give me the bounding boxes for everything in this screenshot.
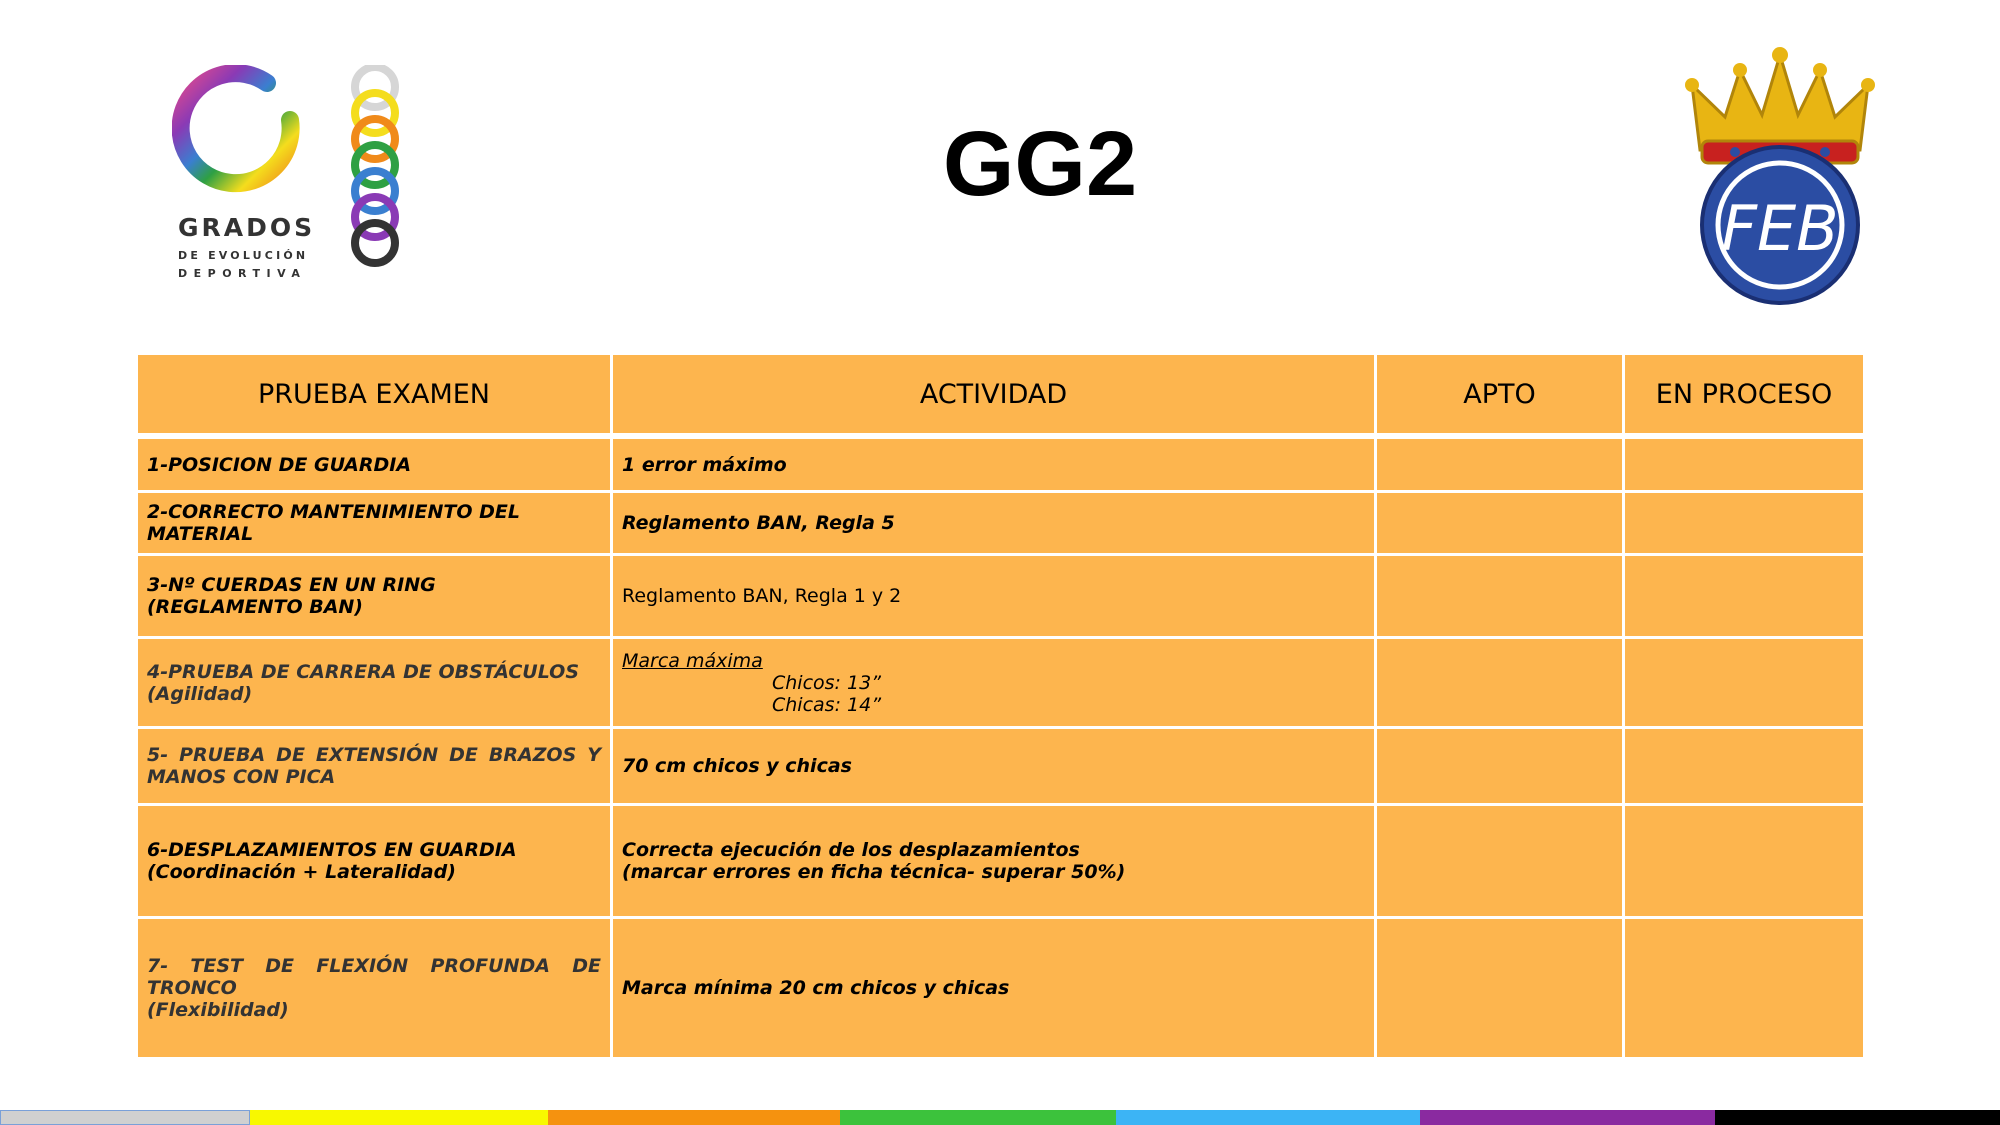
stripe-segment	[250, 1110, 548, 1125]
feb-monogram: FEB	[1721, 192, 1839, 265]
table-row-4-en-proceso[interactable]	[1625, 639, 1863, 729]
table-row-7-apto[interactable]	[1377, 919, 1625, 1060]
table-row-2-actividad: Reglamento BAN, Regla 5	[613, 493, 1377, 556]
table-row-1-prueba: 1-POSICION DE GUARDIA	[138, 439, 613, 493]
stripe-segment	[840, 1110, 1116, 1125]
header-apto: APTO	[1377, 355, 1625, 439]
stripe-segment	[0, 1110, 250, 1125]
table-row-2-apto[interactable]	[1377, 493, 1625, 556]
table-row-3-actividad: Reglamento BAN, Regla 1 y 2	[613, 556, 1377, 639]
bottom-color-stripe	[0, 1110, 2000, 1125]
table-row-6-apto[interactable]	[1377, 806, 1625, 919]
stripe-segment	[1116, 1110, 1420, 1125]
header-actividad: ACTIVIDAD	[613, 355, 1377, 439]
table-row-3-en-proceso[interactable]	[1625, 556, 1863, 639]
table-row-4-apto[interactable]	[1377, 639, 1625, 729]
grados-logo	[150, 55, 420, 295]
table-row-6-prueba: 6-DESPLAZAMIENTOS EN GUARDIA (Coordinación + Lateralidad)	[138, 806, 613, 919]
table-row-4-prueba: 4-PRUEBA DE CARRERA DE OBSTÁCULOS (Agilidad)	[138, 639, 613, 729]
table-row-3-prueba: 3-Nº CUERDAS EN UN RING (REGLAMENTO BAN)	[138, 556, 613, 639]
table-row-7-actividad: Marca mínima 20 cm chicos y chicas	[613, 919, 1377, 1060]
table-row-5-prueba: 5- PRUEBA DE EXTENSIÓN DE BRAZOS Y MANOS CON PICA	[138, 729, 613, 806]
table-row-6-en-proceso[interactable]	[1625, 806, 1863, 919]
stripe-segment	[548, 1110, 840, 1125]
table-row-5-actividad: 70 cm chicos y chicas	[613, 729, 1377, 806]
stripe-segment	[1715, 1110, 2000, 1125]
table-row-6-actividad: Correcta ejecución de los desplazamientos (marcar errores en ficha técnica- superar 50%)	[613, 806, 1377, 919]
table-row-2-prueba: 2-CORRECTO MANTENIMIENTO DEL MATERIAL	[138, 493, 613, 556]
table-row-5-apto[interactable]	[1377, 729, 1625, 806]
grados-subtitle-2: DEPORTIVA	[178, 267, 307, 280]
chain-ring	[355, 223, 395, 263]
table-row-1-actividad: 1 error máximo	[613, 439, 1377, 493]
table-row-5-en-proceso[interactable]	[1625, 729, 1863, 806]
grados-subtitle-1: DE EVOLUCIÓN	[178, 249, 309, 262]
stripe-segment	[1420, 1110, 1715, 1125]
feb-crest-logo	[1680, 45, 1880, 305]
table-row-7-prueba: 7- TEST DE FLEXIÓN PROFUNDA DE TRONCO (Flexibilidad)	[138, 919, 613, 1060]
table-row-7-en-proceso[interactable]	[1625, 919, 1863, 1060]
table-row-2-en-proceso[interactable]	[1625, 493, 1863, 556]
table-row-3-apto[interactable]	[1377, 556, 1625, 639]
header-en-proceso: EN PROCESO	[1625, 355, 1863, 439]
table-row-4-actividad: Marca máxima Chicos: 13” Chicas: 14”	[613, 639, 1377, 729]
grados-chain-icon	[340, 65, 410, 305]
page-title: GG2	[942, 113, 1138, 215]
table-row-1-en-proceso[interactable]	[1625, 439, 1863, 493]
header-prueba: PRUEBA EXAMEN	[138, 355, 613, 439]
exam-table	[138, 355, 1863, 1060]
table-row-1-apto[interactable]	[1377, 439, 1625, 493]
grados-wordmark: GRADOS	[178, 213, 316, 242]
grados-ring-icon	[172, 65, 302, 195]
